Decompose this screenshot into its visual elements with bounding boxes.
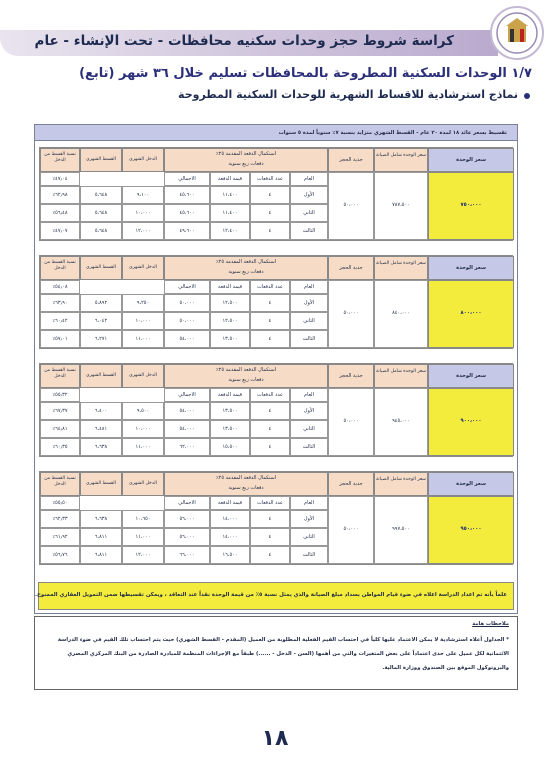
year-label: العام — [304, 176, 314, 182]
down-payment-title: استكمال الدفعة المقدمة ٢٥٪ — [215, 367, 277, 373]
value-value: ١٣،٥٠٠ — [222, 408, 238, 414]
value-value: ١٣،٥٠٠ — [222, 336, 238, 342]
value-value: ١٢،٥٠٠ — [222, 300, 238, 306]
value-count: ٤ — [268, 534, 272, 540]
ratio-extra-value: ٥٥٫٣٢٪ — [52, 392, 68, 398]
deposit-label: جدية الحجز — [339, 373, 363, 379]
logo — [490, 6, 544, 60]
value-ratio: ٥٦٫٤٨٪ — [52, 210, 68, 216]
value-year: الأول — [303, 408, 315, 414]
value-ratio: ٦٢٫٩٨٪ — [52, 192, 68, 198]
value-income: ١٠،٠٠٠ — [135, 210, 151, 216]
value-income: ١١،٠٠٠ — [135, 534, 151, 540]
value-count: ٤ — [268, 318, 272, 324]
remark-line: والبروتوكول الموقع بين الصندوق ووزارة المالية. — [382, 665, 509, 671]
year-label: العام — [304, 500, 314, 506]
value-inst: ٦،٨١١ — [94, 552, 108, 558]
value-total: ٤٥،٦٠٠ — [179, 192, 195, 198]
value-count: ٤ — [268, 444, 272, 450]
note-box — [34, 582, 514, 610]
note-text: علماً بأنه تم اعداد الدراسة اعلاه في ضوء قيام المواطن بسداد مبلغ الصيانة والذي يمثل نسبة ٥٪ من قيمة الوحدة نقداً عند التعاقد ، ويمكن تقسيطها ضمن التمويل العقاري الممنوح. — [34, 592, 507, 598]
value-count: ٤ — [268, 552, 272, 558]
value-count: ٤ — [268, 516, 272, 522]
value-total: ٦٦،٠٠٠ — [179, 552, 195, 558]
section-subtitle: نماذج استرشادية للاقساط الشهرية للوحدات السكنية المطروحة — [178, 88, 518, 101]
value-total: ٦٢،٠٠٠ — [179, 444, 195, 450]
value-value: ١٦،٥٠٠ — [222, 552, 238, 558]
unit-table — [39, 147, 513, 241]
value-ratio: ٥٦٫٧٦٪ — [52, 552, 68, 558]
deposit-value: ٥٠،٠٠٠ — [343, 202, 359, 208]
value-year: الثالث — [302, 336, 316, 342]
down-payment-sub: دفعات ربع سنوية — [228, 485, 264, 491]
count-label: عدد الدفعات — [257, 284, 283, 290]
year-label: العام — [304, 392, 314, 398]
value-value: ١٢،٥٠٠ — [222, 318, 238, 324]
down-payment-title: استكمال الدفعة المقدمة ٢٥٪ — [215, 259, 277, 265]
unit-price-label: سعر الوحدة — [456, 265, 486, 271]
count-label: عدد الدفعات — [257, 392, 283, 398]
income-label: الدخل الشهري — [129, 481, 157, 486]
value-total: ٥٤،٠٠٠ — [179, 426, 195, 432]
header-with-maintenance — [374, 148, 428, 172]
deposit-value: ٥٠،٠٠٠ — [343, 310, 359, 316]
installments-frame — [34, 124, 518, 614]
value-income: ١١،٠٠٠ — [135, 444, 151, 450]
value-inst: ٦،٨١١ — [94, 534, 108, 540]
value-count: ٤ — [268, 192, 272, 198]
remark-line: الائتمانية لكل عميل على حدى اعتماداً على بعض المتغيرات والتي من أهمها (السن - الدخل - ......) طبقاً مع الإجراءات المنظمة للمبادرة الصادرة من البنك المركزي المصري — [67, 651, 509, 657]
count-label: عدد الدفعات — [257, 500, 283, 506]
remark-line: * الجداول أعلاه استرشادية لا يمكن الاعتماد عليها كلياً في احتساب القيم الفعلية المطلوبة من العميل (المقدم - القسط الشهري) حيث يتم احتساب تلك القيم في ضوء الدراسة — [57, 637, 509, 643]
ratio-extra-value: ٥٤٫٠٨٪ — [52, 284, 68, 290]
total-label: الاجمالي — [178, 176, 196, 182]
inst-label: القسط الشهري — [86, 481, 116, 486]
ratio-extra-value: ٤٧٫٠٤٪ — [52, 176, 68, 182]
value-income: ١٢،٠٠٠ — [135, 228, 151, 234]
value-count: ٤ — [268, 210, 272, 216]
value-income: ١٢،٠٠٠ — [135, 552, 151, 558]
value-total: ٥٦،٠٠٠ — [179, 534, 195, 540]
value-total: ٥٠،٠٠٠ — [179, 300, 195, 306]
value-total: ٤٥،٦٠٠ — [179, 210, 195, 216]
income-label: الدخل الشهري — [129, 373, 157, 378]
ratio-label: نسبة القسط من الدخل — [44, 152, 76, 163]
unit-price-value: ٩٠٠،٠٠٠ — [460, 418, 482, 424]
value-inst: ٦،٦٣٨ — [94, 444, 108, 450]
with-maintenance-value: ٩٤٥،٠٠٠ — [392, 418, 410, 424]
unit-price-value: ٩٥٠،٠٠٠ — [460, 526, 482, 532]
value-inst: ٥،٦٤٨ — [94, 192, 108, 198]
page-header — [0, 0, 550, 62]
header-with-maintenance — [374, 256, 428, 280]
unit-table — [39, 363, 513, 457]
with-maintenance-value: ٨٤٠،٠٠٠ — [392, 310, 410, 316]
value-year: الثالث — [302, 228, 316, 234]
down-payment-sub: دفعات ربع سنوية — [228, 377, 264, 383]
unit-price-label: سعر الوحدة — [456, 481, 486, 487]
ratio-label: نسبة القسط من الدخل — [44, 368, 76, 379]
ratio-label: نسبة القسط من الدخل — [44, 476, 76, 487]
value-count: ٤ — [268, 336, 272, 342]
total-label: الاجمالي — [178, 500, 196, 506]
value-inst: ٦،٠٤٢ — [94, 318, 108, 324]
value-year: الأول — [303, 300, 315, 306]
unit-table — [39, 255, 513, 349]
inst-label: القسط الشهري — [86, 265, 116, 270]
ratio-extra-value: ٥٥٫٥٠٪ — [52, 500, 68, 506]
value-ratio: ٦٣٫٩٠٪ — [52, 300, 68, 306]
value-ratio: ٦٤٫٨١٪ — [52, 426, 68, 432]
value-total: ٥٤،٠٠٠ — [179, 408, 195, 414]
value-label: قيمة الدفعة — [217, 500, 243, 506]
unit-price-label: سعر الوحدة — [456, 373, 486, 379]
ratio-label: نسبة القسط من الدخل — [44, 260, 76, 271]
value-value: ١٣،٥٠٠ — [222, 426, 238, 432]
unit-price-label: سعر الوحدة — [456, 157, 486, 163]
value-income: ١٠،٠٠٠ — [135, 318, 151, 324]
deposit-label: جدية الحجز — [339, 157, 363, 163]
with-maintenance-label: سعر الوحدة شامل الصيانة — [375, 477, 427, 482]
value-inst: ٦،٤٨١ — [94, 426, 108, 432]
value-value: ١١،٤٠٠ — [222, 210, 238, 216]
value-year: الثالث — [302, 444, 316, 450]
header-with-maintenance — [374, 472, 428, 496]
down-payment-title: استكمال الدفعة المقدمة ٢٥٪ — [215, 151, 277, 157]
section-title: ١/٧ الوحدات السكنية المطروحة بالمحافظات تسليم خلال ٣٦ شهر (تابع) — [79, 66, 532, 81]
value-value: ١٤،٠٠٠ — [222, 534, 238, 540]
with-maintenance-value: ٩٩٧،٥٠٠ — [392, 526, 410, 532]
value-income: ٩،١٠٠ — [136, 192, 150, 198]
value-count: ٤ — [268, 228, 272, 234]
remarks-box — [34, 616, 518, 690]
value-label: قيمة الدفعة — [217, 176, 243, 182]
header-title: كراسة شروط حجز وحدات سكنيه محافظات - تحت الإنشاء - عام — [34, 33, 454, 49]
value-total: ٤٩،٦٠٠ — [179, 228, 195, 234]
value-inst: ٦،٤٠٠ — [94, 408, 108, 414]
value-count: ٤ — [268, 426, 272, 432]
value-ratio: ٤٧٫٠٧٪ — [52, 228, 68, 234]
value-income: ٩،٥٠٠ — [136, 408, 150, 414]
value-count: ٤ — [268, 408, 272, 414]
value-income: ١٠،٦٥٠ — [135, 516, 151, 522]
table-caption: تقسيط بسعر عائد ١٨ لمدة ٢٠ عام - القسط الشهري متزايد بنسبة ٧٪ سنوياً لمدة ٥ سنوات — [35, 125, 517, 141]
value-ratio: ٦٠٫٣٥٪ — [52, 444, 68, 450]
value-year: الثاني — [303, 426, 315, 432]
value-year: الثالث — [302, 552, 316, 558]
value-value: ١٢،٤٠٠ — [222, 228, 238, 234]
value-income: ١١،٠٠٠ — [135, 336, 151, 342]
value-total: ٥٦،٠٠٠ — [179, 516, 195, 522]
year-label: العام — [304, 284, 314, 290]
value-year: الثاني — [303, 318, 315, 324]
deposit-value: ٥٠،٠٠٠ — [343, 526, 359, 532]
value-inst: ٦،٦٣٨ — [94, 516, 108, 522]
value-year: الثاني — [303, 210, 315, 216]
value-count: ٤ — [268, 300, 272, 306]
value-inst: ٥،٦٤٨ — [94, 210, 108, 216]
value-total: ٥٠،٠٠٠ — [179, 318, 195, 324]
value-label: قيمة الدفعة — [217, 284, 243, 290]
with-maintenance-label: سعر الوحدة شامل الصيانة — [375, 369, 427, 374]
income-label: الدخل الشهري — [129, 265, 157, 270]
value-year: الثاني — [303, 534, 315, 540]
header-with-maintenance — [374, 364, 428, 388]
emblem-icon — [492, 8, 542, 58]
value-ratio: ٦٧٫٣٧٪ — [52, 408, 68, 414]
deposit-value: ٥٠،٠٠٠ — [343, 418, 359, 424]
unit-table — [39, 471, 513, 565]
value-inst: ٥،٦٤٨ — [94, 228, 108, 234]
value-income: ٩،٢٥٠ — [136, 300, 150, 306]
total-label: الاجمالي — [178, 392, 196, 398]
value-label: قيمة الدفعة — [217, 392, 243, 398]
unit-price-value: ٨٠٠،٠٠٠ — [460, 310, 482, 316]
value-inst: ٦،٢٧١ — [94, 336, 108, 342]
bullet-icon — [524, 93, 530, 99]
value-ratio: ٦١٫٩٢٪ — [52, 534, 68, 540]
income-label: الدخل الشهري — [129, 157, 157, 162]
value-income: ١٠،٠٠٠ — [135, 426, 151, 432]
value-value: ١٥،٥٠٠ — [222, 444, 238, 450]
value-year: الأول — [303, 192, 315, 198]
value-year: الأول — [303, 516, 315, 522]
value-value: ١١،٤٠٠ — [222, 192, 238, 198]
down-payment-sub: دفعات ربع سنوية — [228, 161, 264, 167]
value-total: ٥٤،٠٠٠ — [179, 336, 195, 342]
count-label: عدد الدفعات — [257, 176, 283, 182]
unit-price-value: ٧٥٠،٠٠٠ — [460, 202, 482, 208]
value-inst: ٥،٨٩٢ — [94, 300, 108, 306]
down-payment-title: استكمال الدفعة المقدمة ٢٥٪ — [215, 475, 277, 481]
value-value: ١٤،٠٠٠ — [222, 516, 238, 522]
remarks-title: ملاحظات هامة — [472, 621, 509, 627]
down-payment-sub: دفعات ربع سنوية — [228, 269, 264, 275]
with-maintenance-label: سعر الوحدة شامل الصيانة — [375, 153, 427, 158]
deposit-label: جدية الحجز — [339, 265, 363, 271]
total-label: الاجمالي — [178, 284, 196, 290]
with-maintenance-label: سعر الوحدة شامل الصيانة — [375, 261, 427, 266]
inst-label: القسط الشهري — [86, 373, 116, 378]
value-ratio: ٦٠٫٤٢٪ — [52, 318, 68, 324]
value-ratio: ٦٢٫٣٣٪ — [52, 516, 68, 522]
inst-label: القسط الشهري — [86, 157, 116, 162]
with-maintenance-value: ٧٨٧،٥٠٠ — [392, 202, 410, 208]
value-ratio: ٥٧٫٠١٪ — [52, 336, 68, 342]
page-number: ١٨ — [261, 726, 289, 751]
deposit-label: جدية الحجز — [339, 481, 363, 487]
